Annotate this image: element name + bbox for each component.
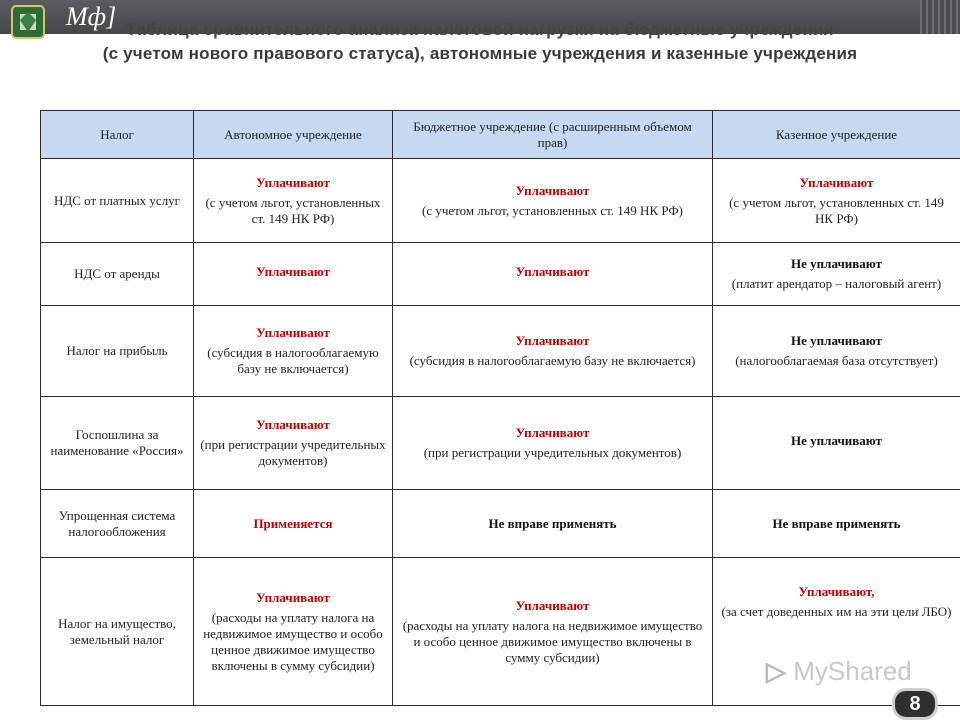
column-header: Налог <box>41 111 194 159</box>
detail: (расходы на уплату налога на недвижимое имущество и особо ценное движимое имущество включены в сумму субсидии) <box>203 609 383 673</box>
page-number-badge: 8 <box>892 688 938 720</box>
cell <box>393 243 713 306</box>
table-row <box>41 243 960 306</box>
cell <box>194 490 393 558</box>
myshared-watermark: ▷ MyShared <box>766 656 912 686</box>
cell <box>713 306 960 397</box>
cell <box>713 490 960 558</box>
tax-name: НДС от аренды <box>41 243 194 306</box>
detail: (с учетом льгот, установленных ст. 149 НК РФ) <box>205 194 381 226</box>
cell <box>713 159 960 243</box>
tax-name: Налог на имущество, земельный налог <box>41 558 194 706</box>
cell <box>393 490 713 558</box>
status: Применяется <box>253 515 333 531</box>
status: Уплачивают <box>256 417 330 432</box>
status: Уплачивают <box>515 182 590 198</box>
detail: (с учетом льгот, установленных ст. 149 НК РФ) <box>422 202 683 218</box>
cell <box>393 306 713 397</box>
status: Уплачивают <box>256 174 330 190</box>
table-row <box>41 306 960 397</box>
cell <box>194 306 393 397</box>
status: Уплачивают <box>515 333 590 348</box>
detail: (с учетом льгот, установленных ст. 149 НК РФ) <box>729 194 944 226</box>
cell <box>393 159 713 243</box>
column-header: Бюджетное учреждение (с расширенным объемом прав) <box>393 111 713 159</box>
detail: (при регистрации учредительных документов) <box>200 437 386 468</box>
detail: (платит арендатор – налоговый агент) <box>731 276 942 291</box>
detail: (расходы на уплату налога на недвижимое имущество и особо ценное движимое имущество включены в сумму субсидии) <box>402 617 703 665</box>
table-header-row <box>41 111 960 159</box>
cell <box>393 397 713 490</box>
status: Не уплачивают <box>791 256 882 271</box>
status: Уплачивают <box>515 264 590 279</box>
table-row <box>41 490 960 558</box>
title-line-2: (с учетом нового правового статуса), автономные учреждения и казенные учреждения <box>102 44 858 63</box>
tax-name: Госпошлина за наименование «Россия» <box>41 397 194 490</box>
tax-name: НДС от платных услуг <box>41 159 194 243</box>
cell <box>713 243 960 306</box>
comparison-table <box>40 110 960 706</box>
status: Уплачивают <box>515 425 590 440</box>
status: Уплачивают <box>256 264 330 279</box>
table-row <box>41 159 960 243</box>
detail: (за счет доведенных им на эти цели ЛБО) <box>721 604 952 619</box>
cell <box>194 243 393 306</box>
status: Уплачивают <box>256 589 330 605</box>
status: Уплачивают <box>515 597 590 613</box>
detail: (при регистрации учредительных документов) <box>423 445 682 460</box>
status: Не уплачивают <box>791 333 882 348</box>
status: Уплачивают <box>256 325 330 340</box>
table-row <box>41 397 960 490</box>
cell <box>194 558 393 706</box>
detail: (субсидия в налогооблагаемую базу не включается) <box>207 345 379 376</box>
status: Уплачивают <box>799 174 874 190</box>
logo-text: Мф] <box>66 2 117 31</box>
cell <box>713 397 960 490</box>
column-header: Казенное учреждение <box>713 111 960 159</box>
tax-name: Упрощенная система налогообложения <box>41 490 194 558</box>
cell <box>194 159 393 243</box>
status: Не уплачивают <box>791 433 882 448</box>
column-header: Автономное учреждение <box>194 111 393 159</box>
cell <box>194 397 393 490</box>
watermark-text: MyShared <box>793 656 912 686</box>
detail: (налогооблагаемая база отсутствует) <box>735 353 938 368</box>
status: Уплачивают, <box>798 584 875 599</box>
tax-name: Налог на прибыль <box>41 306 194 397</box>
detail: (субсидия в налогооблагаемую базу не включается) <box>409 353 696 368</box>
cell <box>393 558 713 706</box>
title-line-1: Таблица сравнительного анализа налоговой нагрузки на бюджетные учреждения <box>126 20 834 39</box>
status: Не вправе применять <box>772 515 901 531</box>
status: Не вправе применять <box>488 515 617 531</box>
